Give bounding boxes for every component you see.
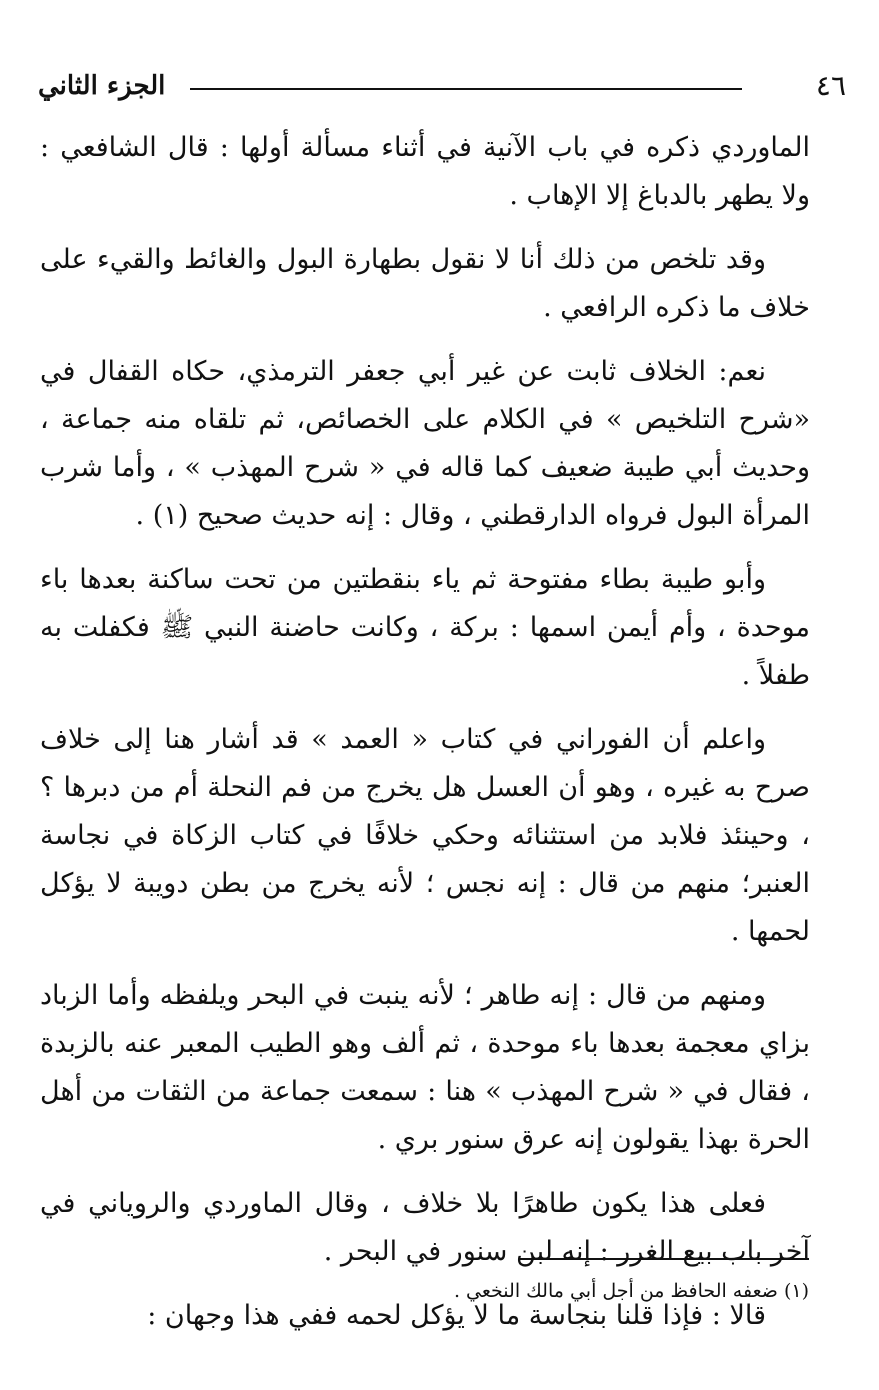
paragraph: قالا : فإذا قلنا بنجاسة ما لا يؤكل لحمه ففي هذا وجهان : [147, 1300, 766, 1331]
paragraph: نعم: الخلاف ثابت عن غير أبي جعفر الترمذي، حكاه القفال في «شرح التلخيص » في الكلام على الخصائص، ثم تلقاه منه جماعة ، وحديث أبي طيبة ضعيف كما قاله في « شرح المهذب » ، وأما شرب المرأة البول فرواه الدارقطني ، وقال : إنه حديث صحيح (١) . [40, 356, 810, 531]
page-number: ٤٦ [815, 69, 846, 102]
running-title: الجزء الثاني [38, 71, 166, 101]
paragraph: وأبو طيبة بطاء مفتوحة ثم ياء بنقطتين من تحت ساكنة بعدها باء موحدة ، وأم أيمن اسمها : بركة ، وكانت حاضنة النبي ﷺ فكفلت به طفلاً . [40, 564, 810, 691]
paragraph: وقد تلخص من ذلك أنا لا نقول بطهارة البول والغائط والقيء على خلاف ما ذكره الرافعي . [40, 244, 810, 323]
paragraph: ومنهم من قال : إنه طاهر ؛ لأنه ينبت في البحر ويلفظه وأما الزباد بزاي معجمة بعدها باء موحدة ، ثم ألف وهو الطيب المعبر عنه بالزبدة ، فقال في « شرح المهذب » هنا : سمعت جماعة من الثقات من أهل الحرة بهذا يقولون إنه عرق سنور بري . [40, 980, 810, 1155]
header-rule [190, 88, 742, 90]
running-header [38, 68, 846, 104]
paragraph: فعلى هذا يكون طاهرًا بلا خلاف ، وقال الماوردي والروياني في آخر باب بيع الغرر : إنه لبن سنور في البحر . [40, 1188, 810, 1267]
main-text [40, 124, 810, 1356]
footnote: (١) ضعفه الحافظ من أجل أبي مالك النخعي . [453, 1280, 809, 1302]
footnote-separator [519, 1258, 809, 1260]
paragraph: واعلم أن الفوراني في كتاب « العمد » قد أشار هنا إلى خلاف صرح به غيره ، وهو أن العسل هل يخرج من فم النحلة أم من دبرها ؟ ، وحينئذ فلابد من استثنائه وحكي خلافًا في كتاب الزكاة في نجاسة العنبر؛ منهم من قال : إنه نجس ؛ لأنه يخرج من بطن دويبة لا يؤكل لحمها . [40, 724, 810, 947]
paragraph: الماوردي ذكره في باب الآنية في أثناء مسألة أولها : قال الشافعي : ولا يطهر بالدباغ إلا الإهاب . [40, 132, 810, 211]
